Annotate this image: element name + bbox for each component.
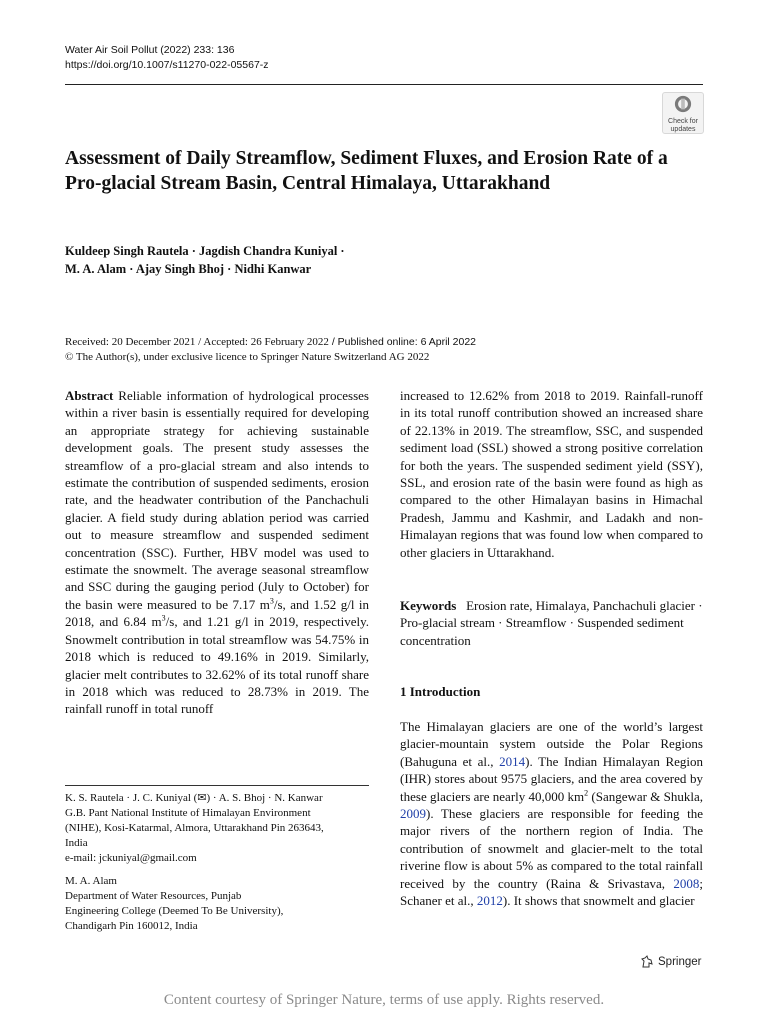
affiliations xyxy=(65,791,369,934)
intro-text: ). These glaciers are responsible for feeding the major rivers of the northern region of India. The contribution of snowmelt and glacier-melt to the total riverine flow is about 5% as compared to the total rainfall received by the country (Raina & Srivastava, xyxy=(400,806,703,891)
affiliation-line: K. S. Rautela · J. C. Kuniyal (✉) · A. S. Bhoj · N. Kanwar xyxy=(65,792,323,804)
keywords-label: Keywords xyxy=(400,598,457,613)
header-rule xyxy=(65,84,703,85)
journal-citation: Water Air Soil Pollut (2022) 233: 136 xyxy=(65,44,235,56)
abstract-text-2: /s, and 1.52 g/l in 2018, and 6.84 m xyxy=(65,596,369,630)
citation-link[interactable]: 2008 xyxy=(673,875,700,891)
dates-line xyxy=(65,335,685,350)
superscript: 3 xyxy=(161,613,166,623)
abstract-continued: increased to 12.62% from 2018 to 2019. Rainfall-runoff in its total runoff contribution showed an increased share of 22.13% in 2019. The streamflow, SSC, and suspended sediment load (SSL) showed a strong positive correlation for both the years. The suspended sediment yield (SSY), SSL, and erosion rate of the basin were found as high as compared to the other Himalayan basins in Himachal Pradesh, Jammu and Kashmir, and Ladakh and non-Himalayan regions that was found low when compared to other glaciers in Uttarakhand. xyxy=(400,388,703,560)
email-link[interactable]: e-mail: jckuniyal@gmail.com xyxy=(65,852,197,864)
affiliation-line: M. A. Alam xyxy=(65,875,117,887)
copyright: © The Author(s), under exclusive licence to Springer Nature Switzerland AG 2022 xyxy=(65,351,430,363)
doi-link[interactable]: https://doi.org/10.1007/s11270-022-05567-z xyxy=(65,59,269,71)
check-label-2: updates xyxy=(670,126,696,133)
abstract-label: Abstract xyxy=(65,388,114,403)
intro-text: (Sangewar & Shukla, xyxy=(588,788,703,804)
article-title: Assessment of Daily Streamflow, Sediment Fluxes, and Erosion Rate of a Pro-glacial Stream Basin, Central Himalaya, Uttarakhand xyxy=(65,148,668,194)
intro-text: The Himalayan glaciers are one of the world’s largest glacier-mountain system outside the Polar Regions (Bahuguna et al., xyxy=(400,719,703,769)
article-history xyxy=(65,335,685,365)
affiliation-line: Department of Water Resources, Punjab xyxy=(65,890,242,902)
superscript: 3 xyxy=(269,596,274,606)
abstract xyxy=(65,387,369,718)
check-label-1: Check for xyxy=(668,118,698,125)
published-online: / Published online: 6 April 2022 xyxy=(328,336,477,348)
author-list xyxy=(65,242,685,278)
affiliation-line: Chandigarh Pin 160012, India xyxy=(65,920,198,932)
intro-text: ; Schaner et al., xyxy=(400,875,703,909)
springer-logo xyxy=(640,955,701,969)
citation-link[interactable]: 2012 xyxy=(476,893,503,909)
footer-notice: Content courtesy of Springer Nature, terms of use apply. Rights reserved. xyxy=(163,992,605,1008)
abstract-text-3: /s, and 1.21 g/l in 2019, respectively. Snowmelt contribution in total streamflow was 54.75% in 2018 which is reduced to 49.16% in 2019. Similarly, glacier melt contributes to 32.62% of its total runoff share in 2018 which was reduced to 28.73% in 2019. The rainfall runoff in total runoff xyxy=(65,614,369,717)
intro-text: ). The Indian Himalayan Region (IHR) stores about 9575 glaciers, and the area covered by these glaciers are nearly 40,000 km xyxy=(400,753,703,804)
authors-line-1: Kuldeep Singh Rautela · Jagdish Chandra Kuniyal · xyxy=(65,244,345,258)
affiliation-line: G.B. Pant National Institute of Himalayan Environment xyxy=(65,807,311,819)
introduction-body xyxy=(400,718,703,909)
authors-line-2: M. A. Alam · Ajay Singh Bhoj · Nidhi Kanwar xyxy=(65,262,312,276)
intro-text: ). It shows that snowmelt and glacier xyxy=(502,893,695,909)
affiliation-line: India xyxy=(65,837,88,849)
journal-header xyxy=(65,43,269,73)
crossmark-icon xyxy=(674,95,692,113)
affiliation-line: Engineering College (Deemed To Be University), xyxy=(65,905,284,917)
superscript: 2 xyxy=(584,788,589,798)
affiliation-line: (NIHE), Kosi-Katarmal, Almora, Uttarakhand Pin 263643, xyxy=(65,822,324,834)
abstract-text-1: Reliable information of hydrological processes within a river basin is essentially required for developing an appropriate strategy for achieving sustainable development goals. The present study assesses the streamflow of a pro-glacial stream and also intends to estimate the contribution of suspended sediments, erosion rate, and the headwater contribution of the Panchachuli glacier. A field study during ablation period was carried out to measure streamflow and suspended sediment concentration (SSC). Further, HBV model was used to estimate the snowmelt. The average seasonal streamflow and SSC during the gauging period (July to October) for the basin were measured to be 7.17 m xyxy=(65,388,369,612)
section-heading: 1 Introduction xyxy=(400,684,481,699)
citation-link[interactable]: 2009 xyxy=(400,806,426,822)
springer-horse-icon xyxy=(640,955,654,969)
citation-link[interactable]: 2014 xyxy=(499,753,526,769)
keywords xyxy=(400,597,703,649)
keywords-text: Erosion rate, Himalaya, Panchachuli glacier · Pro-glacial stream · Streamflow · Suspended sediment concentration xyxy=(400,598,703,648)
footnote-rule xyxy=(65,785,369,786)
check-for-updates-badge[interactable] xyxy=(662,92,704,134)
publisher-name: Springer xyxy=(658,956,702,968)
received-accepted: Received: 20 December 2021 / Accepted: 26 February 2022 xyxy=(65,336,329,348)
